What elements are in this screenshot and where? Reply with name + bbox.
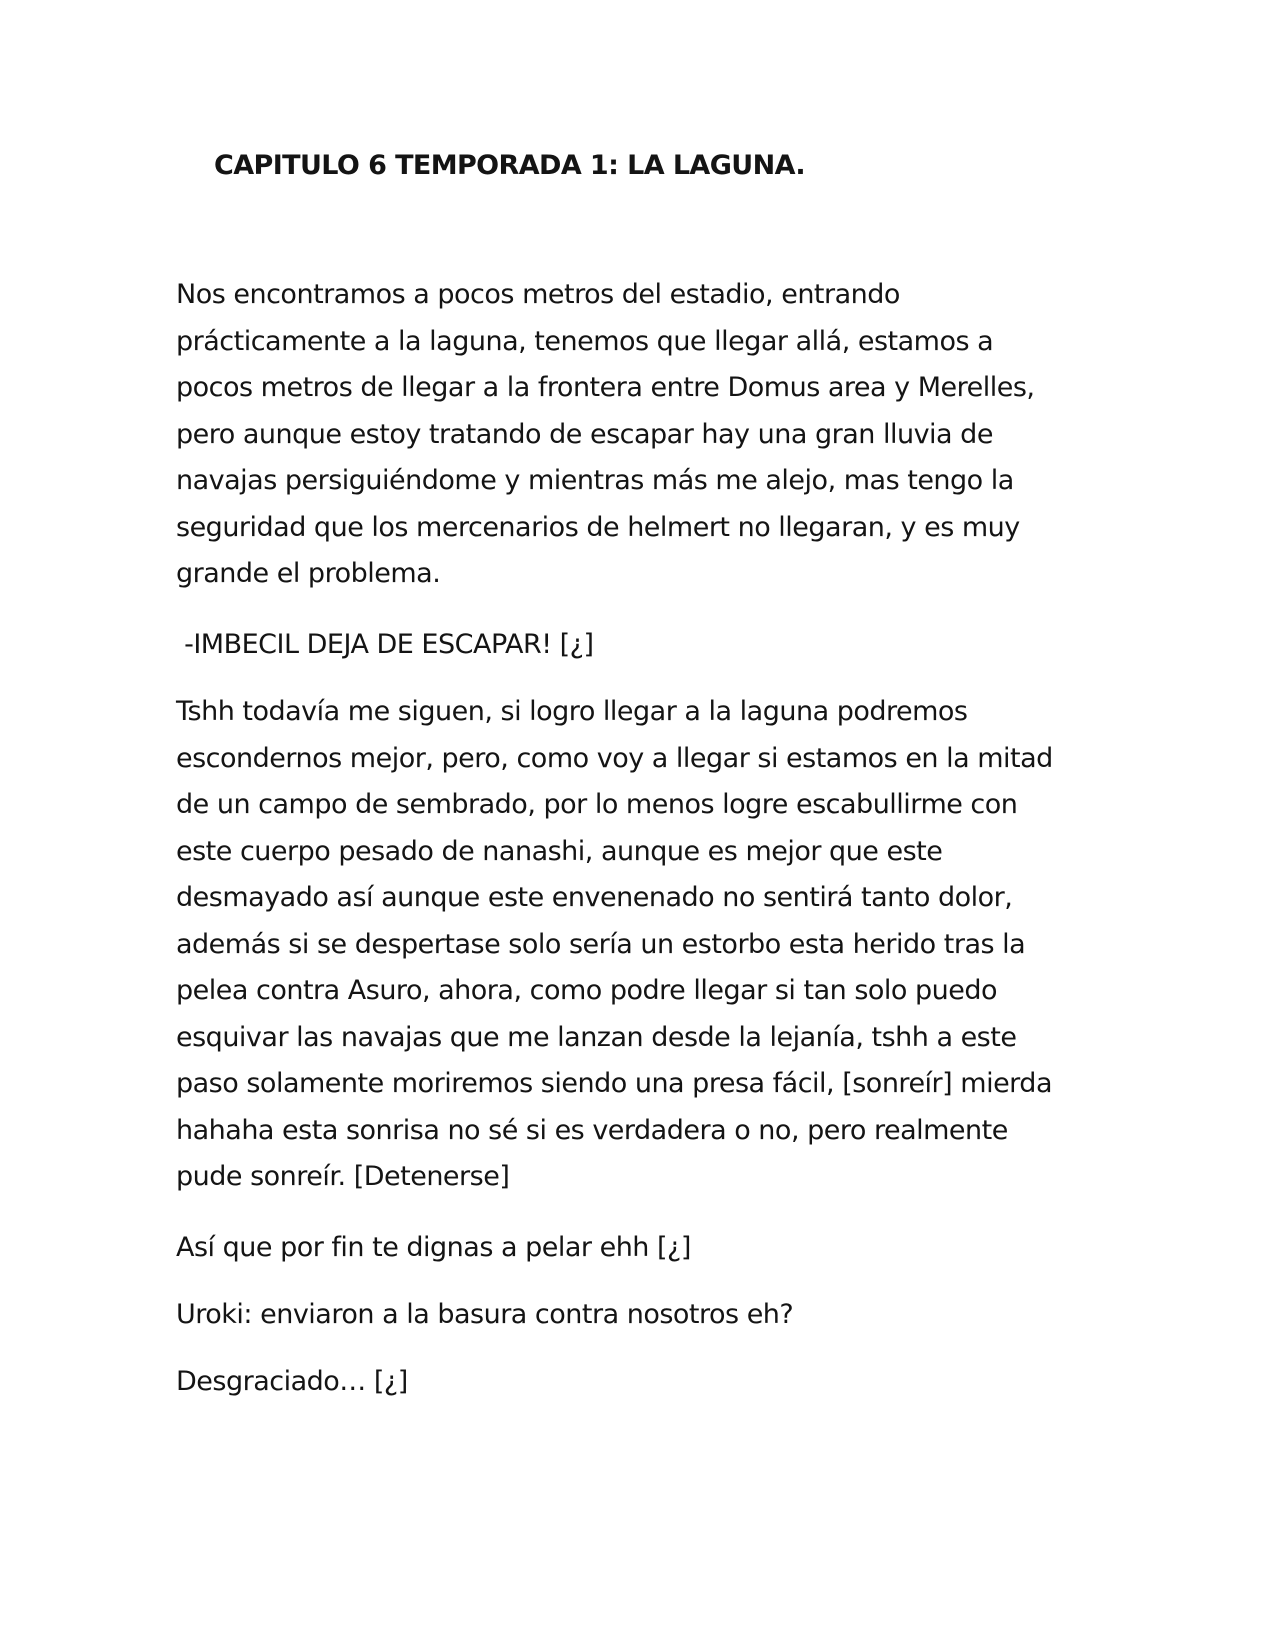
paragraph-line: hahaha esta sonrisa no sé si es verdadera o no, pero realmente bbox=[176, 1114, 1008, 1146]
paragraph-line: pero aunque estoy tratando de escapar hay una gran lluvia de bbox=[176, 418, 993, 450]
paragraph-line: pude sonreír. [Detenerse] bbox=[176, 1161, 510, 1192]
paragraph-1 bbox=[176, 272, 1035, 598]
dialogue-line: -IMBECIL DEJA DE ESCAPAR! [¿] bbox=[176, 629, 594, 660]
chapter-title: CAPITULO 6 TEMPORADA 1: LA LAGUNA. bbox=[214, 150, 806, 181]
paragraph-line: Nos encontramos a pocos metros del estadio, entrando bbox=[176, 279, 900, 310]
paragraph-line: paso solamente moriremos siendo una presa fácil, [sonreír] mierda bbox=[176, 1068, 1052, 1099]
dialogue-line: Desgraciado… [¿] bbox=[176, 1366, 408, 1397]
paragraph-2 bbox=[176, 689, 1053, 1201]
paragraph-line: escondernos mejor, pero, como voy a llegar si estamos en la mitad bbox=[176, 742, 1053, 774]
dialogue-line: Así que por fin te dignas a pelar ehh [¿] bbox=[176, 1232, 691, 1263]
paragraph-line: de un campo de sembrado, por lo menos logre escabullirme con bbox=[176, 789, 1018, 820]
paragraph-line: seguridad que los mercenarios de helmert no llegaran, y es muy bbox=[176, 511, 1020, 543]
paragraph-line: esquivar las navajas que me lanzan desde la lejanía, tshh a este bbox=[176, 1021, 1017, 1053]
paragraph-line: desmayado así aunque este envenenado no sentirá tanto dolor, bbox=[176, 882, 1013, 913]
paragraph-line: pocos metros de llegar a la frontera entre Domus area y Merelles, bbox=[176, 372, 1035, 403]
paragraph-line: además si se despertase solo sería un estorbo esta herido tras la bbox=[176, 928, 1026, 960]
paragraph-line: este cuerpo pesado de nanashi, aunque es mejor que este bbox=[176, 835, 943, 867]
paragraph-line: pelea contra Asuro, ahora, como podre llegar si tan solo puedo bbox=[176, 975, 998, 1006]
paragraph-line: Tshh todavía me siguen, si logro llegar a la laguna podremos bbox=[176, 696, 968, 727]
paragraph-line: grande el problema. bbox=[176, 558, 441, 589]
dialogue-line: Uroki: enviaron a la basura contra nosotros eh? bbox=[176, 1299, 794, 1330]
paragraph-line: navajas persiguiéndome y mientras más me alejo, mas tengo la bbox=[176, 465, 1014, 496]
paragraph-line: prácticamente a la laguna, tenemos que llegar allá, estamos a bbox=[176, 325, 994, 357]
